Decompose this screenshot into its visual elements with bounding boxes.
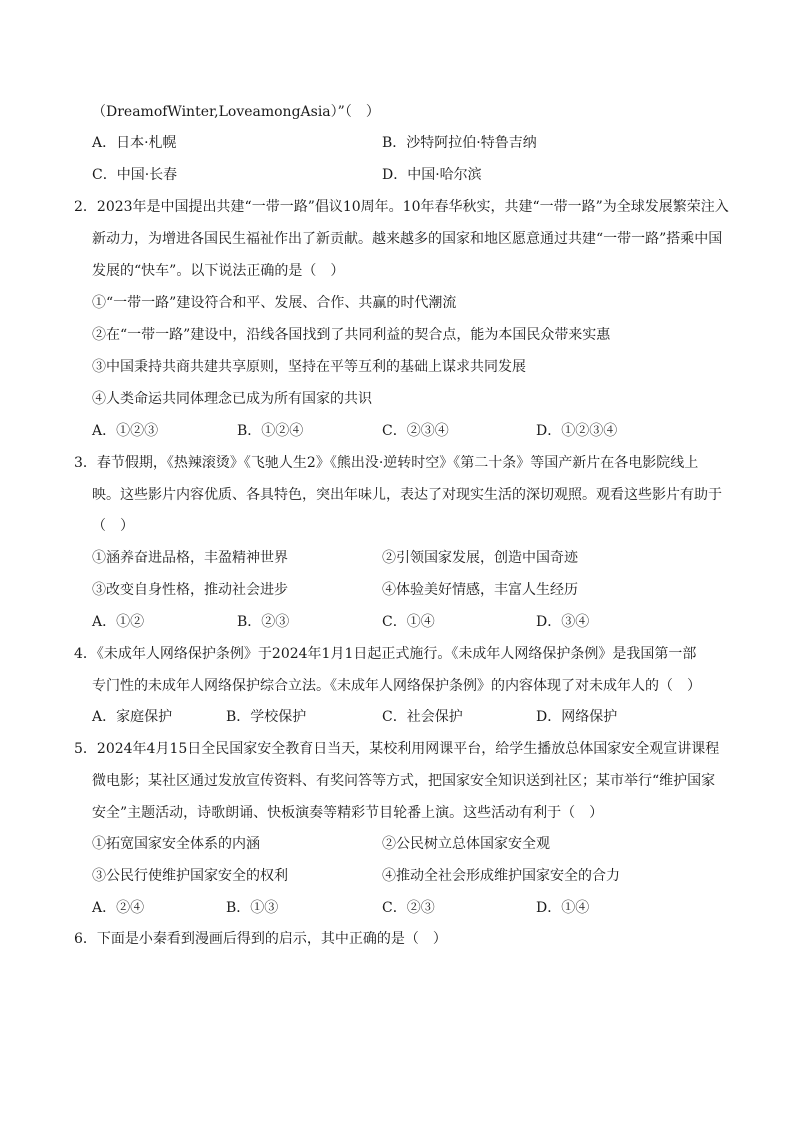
q3-option-c: C．①④ xyxy=(382,614,435,630)
q1-option-c: C．中国·长春 xyxy=(92,167,178,183)
q2-option-a: A．①②③ xyxy=(92,423,159,439)
q5-statement-1: ①拓宽国家安全体系的内涵 xyxy=(92,836,260,852)
q5-option-a: A．②④ xyxy=(92,900,145,916)
q3-option-d: D．③④ xyxy=(536,614,590,630)
q3-stem-line-1: 3．春节假期，《热辣滚烫》《飞驰人生2》《熊出没·逆转时空》《第二十条》等国产新片在各电影院线上 xyxy=(74,455,699,471)
q1-stem-continuation: （DreamofWinter,LoveamongAsia）”（ ） xyxy=(92,104,380,120)
q5-statement-3: ③公民行使维护国家安全的权利 xyxy=(92,868,288,884)
q2-statement-4: ④人类命运共同体理念已成为所有国家的共识 xyxy=(92,391,372,407)
q2-statement-3: ③中国秉持共商共建共享原则，坚持在平等互利的基础上谋求共同发展 xyxy=(92,359,526,375)
q1-option-d: D．中国·哈尔滨 xyxy=(382,167,482,183)
q2-option-b: B．①②④ xyxy=(237,423,304,439)
q5-option-c: C．②③ xyxy=(382,900,435,916)
q3-option-a: A．①② xyxy=(92,614,145,630)
q5-stem-line-1: 5．2024年4月15日全民国家安全教育日当天，某校利用网课平台，给学生播放总体国家安全观宣讲课程 xyxy=(74,741,720,757)
q3-option-b: B．②③ xyxy=(237,614,290,630)
q2-stem-line-3: 发展的“快车”。以下说法正确的是（ ） xyxy=(92,263,345,279)
q3-statement-4: ④体验美好情感，丰富人生经历 xyxy=(382,582,578,598)
q1-option-b: B．沙特阿拉伯·特鲁吉纳 xyxy=(382,135,537,151)
q5-stem-line-3: 安全”主题活动，诗歌朗诵、快板演奏等精彩节目轮番上演。这些活动有利于（ ） xyxy=(92,805,604,821)
q2-option-c: C．②③④ xyxy=(382,423,449,439)
q4-option-b: B．学校保护 xyxy=(226,709,307,725)
q2-stem-line-1: 2．2023年是中国提出共建“一带一路”倡议10周年。10年春华秋实，共建“一带一路”为全球发展繁荣注入 xyxy=(74,199,729,215)
q2-option-d: D．①②③④ xyxy=(536,423,618,439)
q3-stem-line-2: 映。这些影片内容优质、各具特色，突出年味儿，表达了对现实生活的深切观照。观看这些影片有助于 xyxy=(92,487,722,503)
q4-stem-line-1: 4．《未成年人网络保护条例》于2024年1月1日起正式施行。《未成年人网络保护条例》是我国第一部 xyxy=(74,646,697,662)
q5-option-d: D．①④ xyxy=(536,900,590,916)
q2-stem-line-2: 新动力，为增进各国民生福祉作出了新贡献。越来越多的国家和地区愿意通过共建“一带一路”搭乘中国 xyxy=(92,231,723,247)
q3-statement-2: ②引领国家发展，创造中国奇迹 xyxy=(382,550,578,566)
q4-option-c: C．社会保护 xyxy=(382,709,463,725)
q5-statement-4: ④推动全社会形成维护国家安全的合力 xyxy=(382,868,620,884)
q5-statement-2: ②公民树立总体国家安全观 xyxy=(382,836,550,852)
q4-stem-line-2: 专门性的未成年人网络保护综合立法。《未成年人网络保护条例》的内容体现了对未成年人的（ ） xyxy=(92,678,701,694)
q2-statement-2: ②在“一带一路”建设中，沿线各国找到了共同利益的契合点，能为本国民众带来实惠 xyxy=(92,327,611,343)
q2-statement-1: ①“一带一路”建设符合和平、发展、合作、共赢的时代潮流 xyxy=(92,295,457,311)
q5-option-b: B．①③ xyxy=(226,900,279,916)
q5-stem-line-2: 微电影；某社区通过发放宣传资料、有奖问答等方式，把国家安全知识送到社区；某市举行“维护国家 xyxy=(92,773,716,789)
q3-statement-3: ③改变自身性格，推动社会进步 xyxy=(92,582,288,598)
q4-option-d: D．网络保护 xyxy=(536,709,618,725)
q6-stem-line-1: 6．下面是小秦看到漫画后得到的启示，其中正确的是（ ） xyxy=(74,931,447,947)
q1-option-a: A．日本·札幌 xyxy=(92,135,177,151)
q3-stem-line-3: （ ） xyxy=(92,518,134,534)
q3-statement-1: ①涵养奋进品格，丰盈精神世界 xyxy=(92,550,288,566)
q4-option-a: A．家庭保护 xyxy=(92,709,173,725)
